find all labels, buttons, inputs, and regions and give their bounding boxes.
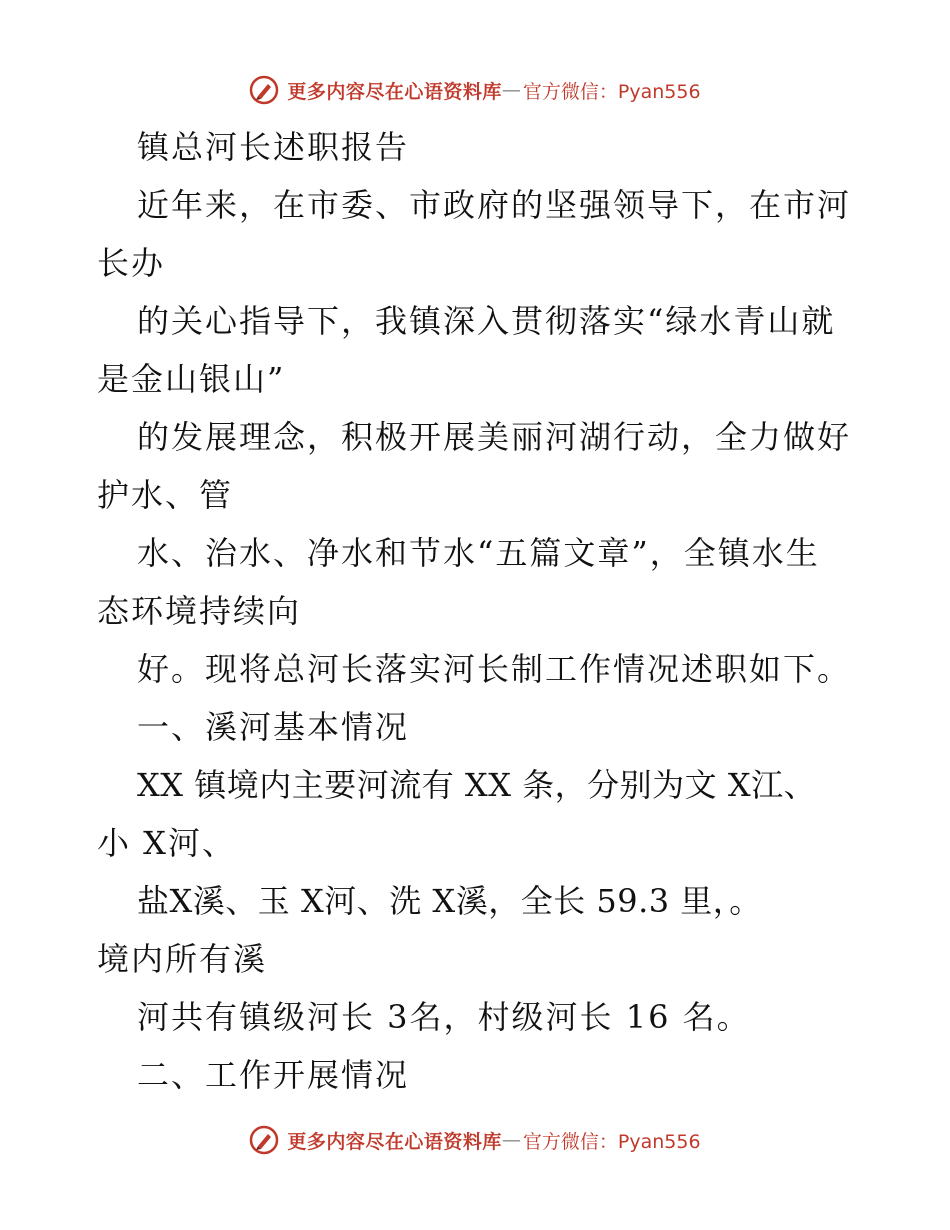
document-title: 镇总河长述职报告 [137,128,410,166]
paragraph-line: 长办 [97,244,166,282]
paragraph-line: 河共有镇级河长 3名，村级河长 16 名。 [137,998,751,1036]
section-heading: 一、溪河基本情况 [137,708,410,746]
watermark-banner-top [0,70,950,110]
section-heading: 二、工作开展情况 [137,1056,410,1094]
paragraph-line: XX 镇境内主要河流有 XX 条，分别为文 X江、 [137,766,817,804]
watermark-wechat-text: 官方微信：Pyan556 [522,80,701,103]
watermark-separator: — [501,79,521,101]
paragraph-line: 护水、管 [97,476,234,514]
paragraph-line: 小 X河、 [97,824,236,862]
paragraph-line: 盐X溪、玉 X河、洗 X溪，全长 59.3 里，。 [137,882,762,920]
paragraph-line: 水、治水、净水和节水“五篇文章”，全镇水生 [137,534,820,572]
watermark-banner-bottom [0,1120,950,1160]
paragraph-line: 近年来，在市委、市政府的坚强领导下，在市河 [137,186,852,224]
paragraph-line: 的发展理念，积极开展美丽河湖行动，全力做好 [137,418,852,456]
watermark-wechat-text: 官方微信：Pyan556 [522,1130,701,1153]
paragraph-line: 是金山银山” [97,360,286,398]
watermark-separator: — [501,1129,521,1151]
paragraph-line: 态环境持续向 [97,592,302,630]
paragraph-line: 的关心指导下，我镇深入贯彻落实“绿水青山就 [137,302,836,340]
pen-logo-icon [249,1125,279,1155]
paragraph-line: 境内所有溪 [97,940,268,978]
watermark-main-text: 更多内容尽在心语资料库 [287,1130,502,1153]
document-body [97,118,857,1104]
paragraph-line: 好。现将总河长落实河长制工作情况述职如下。 [137,650,852,688]
watermark-main-text: 更多内容尽在心语资料库 [287,80,502,103]
pen-logo-icon [249,75,279,105]
